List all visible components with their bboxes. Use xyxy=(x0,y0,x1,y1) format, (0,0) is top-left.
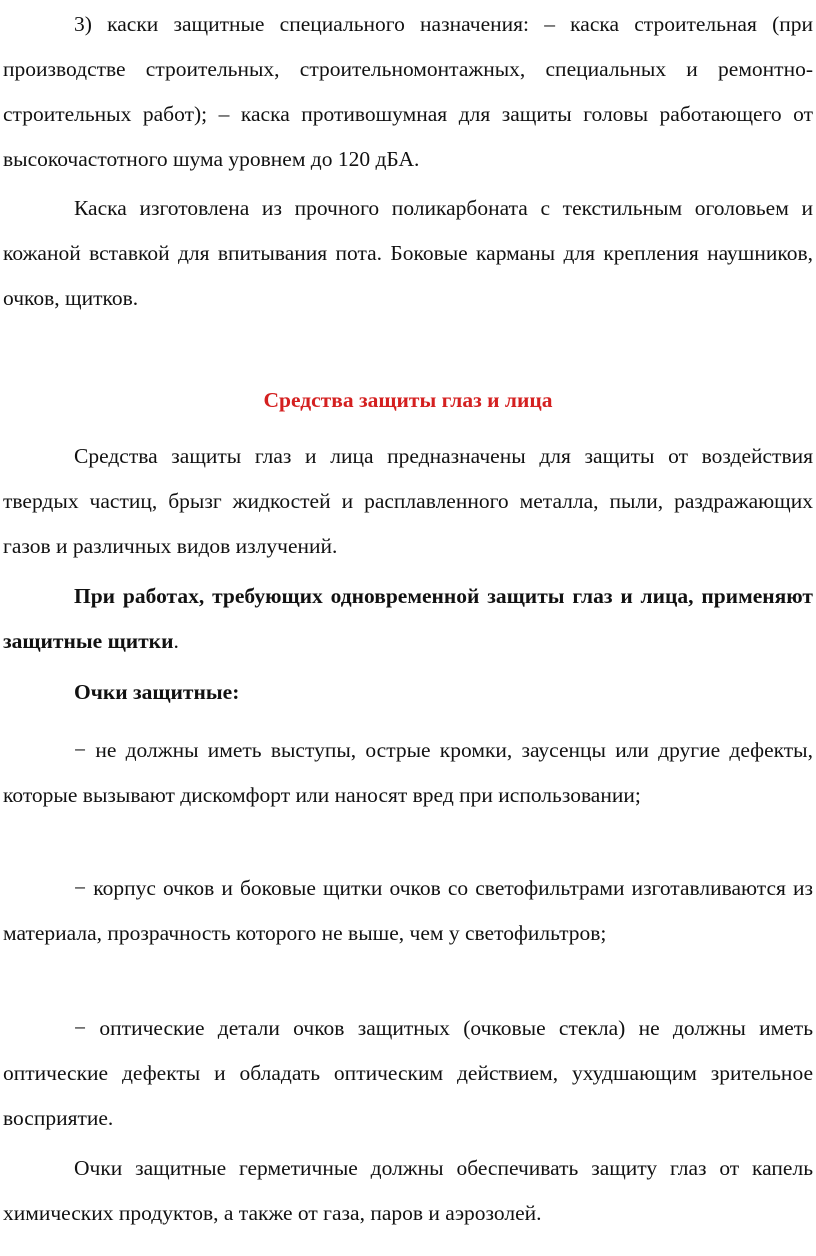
list-item: − корпус очков и боковые щитки очков со светофильтрами изготавливаются из материала, прозрачность которого не выше, чем у светофильтров; xyxy=(3,876,813,945)
paragraph-helmet-description: Каска изготовлена из прочного поликарбоната с текстильным оголовьем и кожаной вставкой для впитывания пота. Боковые карманы для крепления наушников, очков, щитков. xyxy=(3,196,813,310)
section-heading: Средства защиты глаз и лица xyxy=(263,388,553,412)
subheading-goggles: Очки защитные: xyxy=(74,680,240,704)
face-shields-bold-text: При работах, требующих одновременной защиты глаз и лица, применяют защитные щитки xyxy=(3,584,813,653)
list-item: − не должны иметь выступы, острые кромки, заусенцы или другие дефекты, которые вызывают дискомфорт или наносят вред при использовании; xyxy=(3,738,813,807)
paragraph-helmets-special: 3) каски защитные специального назначения: – каска строительная (при производстве строительных, строительномонтажных, специальных и ремонтно-строительных работ); – каска противошумная для защиты головы работающего от высокочастотного шума уровнем до 120 дБА. xyxy=(3,12,813,171)
paragraph-sealed-goggles: Очки защитные герметичные должны обеспечивать защиту глаз от капель химических продуктов, а также от газа, паров и аэрозолей. xyxy=(3,1156,813,1225)
face-shields-period: . xyxy=(173,629,179,653)
list-item: − оптические детали очков защитных (очковые стекла) не должны иметь оптические дефекты и обладать оптическим действием, ухудшающим зрительное восприятие. xyxy=(3,1016,813,1130)
paragraph-eye-face-protection: Средства защиты глаз и лица предназначены для защиты от воздействия твердых частиц, брызг жидкостей и расплавленного металла, пыли, раздражающих газов и различных видов излучений. xyxy=(3,444,813,558)
paragraph-face-shields xyxy=(3,574,813,664)
